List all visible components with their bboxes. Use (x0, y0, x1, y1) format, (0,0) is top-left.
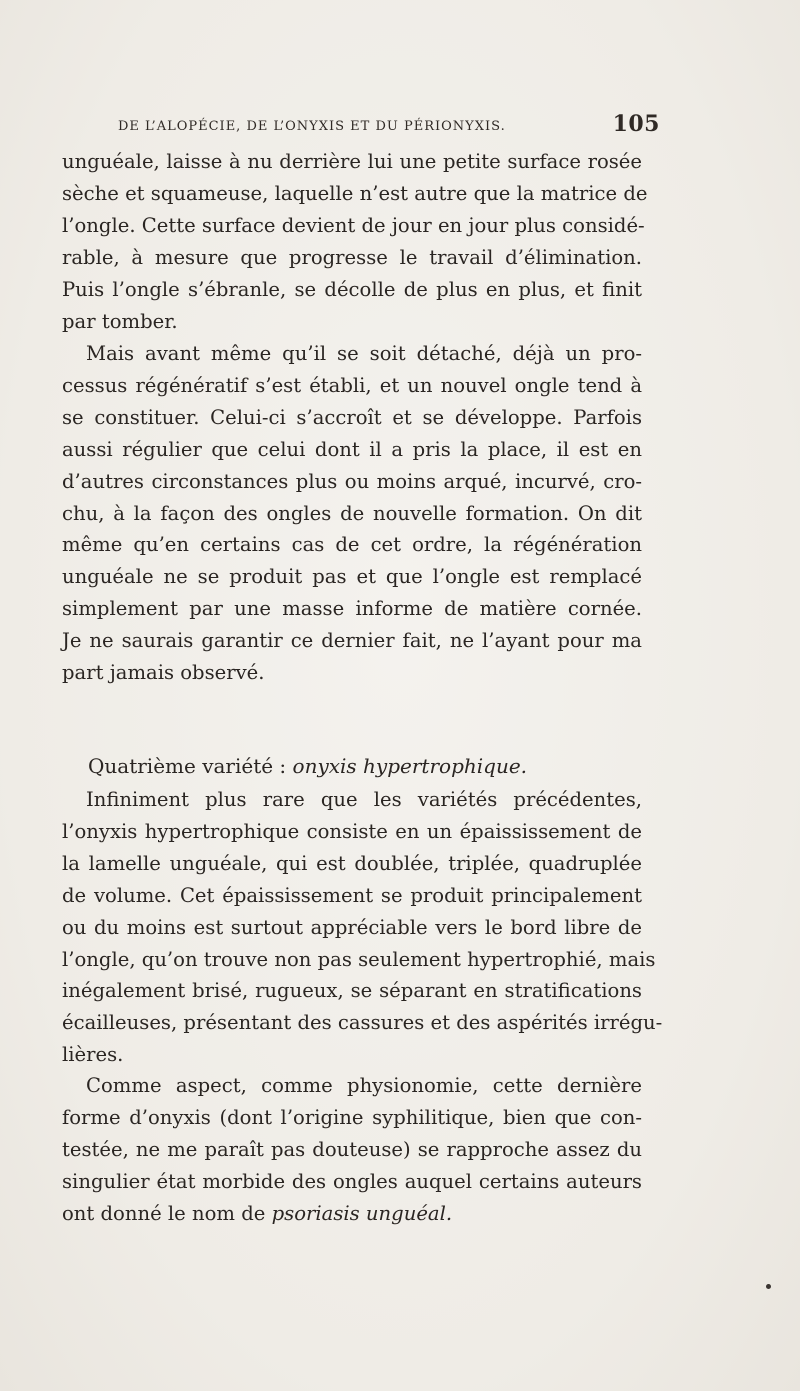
section-heading-title: onyxis hypertrophique. (292, 754, 528, 778)
text-line: testée, ne me paraît pas douteuse) se rapproche assez du (62, 1137, 642, 1161)
text-line: l’ongle. Cette surface devient de jour en jour plus considé- (62, 213, 645, 237)
text-line: d’autres circonstances plus ou moins arqué, incurvé, cro- (62, 469, 642, 493)
text-line: la lamelle unguéale, qui est doublée, triplée, quadruplée (62, 851, 642, 875)
text-line: simplement par une masse informe de matière cornée. (62, 597, 642, 621)
text-line: Mais avant même qu’il se soit détaché, déjà un pro- (86, 342, 642, 365)
section-heading (88, 752, 527, 780)
text-line: l’ongle, qu’on trouve non pas seulement hypertrophié, mais (62, 947, 656, 971)
paragraph-1 (62, 146, 648, 337)
text-line: par tomber. (62, 309, 178, 333)
text-line: écailleuses, présentant des cassures et des aspérités irrégu- (62, 1011, 663, 1035)
running-header (100, 111, 660, 141)
text-line: Je ne saurais garantir ce dernier fait, ne l’ayant pour ma (62, 629, 642, 653)
text-line: part jamais observé. (62, 661, 265, 685)
text-line: même qu’en certains cas de cet ordre, la régénération (62, 533, 642, 557)
text-line: l’onyxis hypertrophique consiste en un épaississement de (62, 819, 642, 843)
text-line: inégalement brisé, rugueux, se séparant en stratifications (62, 979, 642, 1003)
text-line: aussi régulier que celui dont il a pris la place, il est en (62, 437, 642, 461)
text-line: rable, à mesure que progresse le travail d’élimination. (62, 245, 642, 269)
text-line: de volume. Cet épaississement se produit principalement (62, 883, 642, 907)
text-line (62, 1198, 642, 1230)
text-line: unguéale ne se produit pas et que l’ongle est remplacé (62, 565, 642, 589)
text-line: sèche et squameuse, laquelle n’est autre que la matrice de (62, 181, 648, 205)
paragraph-3 (62, 784, 663, 1071)
text-line: Puis l’ongle s’ébranle, se décolle de plus en plus, et finit (62, 277, 642, 301)
text-line: unguéale, laisse à nu derrière lui une petite surface rosée (62, 150, 642, 173)
psoriasis-term: psoriasis unguéal. (271, 1201, 453, 1225)
text-line: Infiniment plus rare que les variétés précédentes, (86, 788, 642, 811)
text-line: Comme aspect, comme physionomie, cette dernière (86, 1074, 642, 1097)
text-line: ou du moins est surtout appréciable vers le bord libre de (62, 915, 642, 939)
text-line: singulier état morbide des ongles auquel certains auteurs (62, 1169, 642, 1193)
paragraph-2 (62, 338, 642, 689)
text-line: cessus régénératif s’est établi, et un nouvel ongle tend à (62, 373, 642, 397)
text-line: lières. (62, 1043, 124, 1067)
section-heading-prefix: Quatrième variété : (88, 754, 293, 778)
page-number: 105 (612, 111, 660, 137)
text-line: se constituer. Celui-ci s’accroît et se développe. Parfois (62, 405, 642, 429)
paragraph-4 (62, 1070, 642, 1230)
running-title: DE L’ALOPÉCIE, DE L’ONYXIS ET DU PÉRIONYXIS. (118, 119, 506, 134)
text-line: chu, à la façon des ongles de nouvelle formation. On dit (62, 501, 642, 525)
ink-speck (766, 1284, 771, 1289)
text-line: forme d’onyxis (dont l’origine syphilitique, bien que con- (62, 1105, 642, 1129)
last-line-prefix: ont donné le nom de (62, 1201, 272, 1225)
